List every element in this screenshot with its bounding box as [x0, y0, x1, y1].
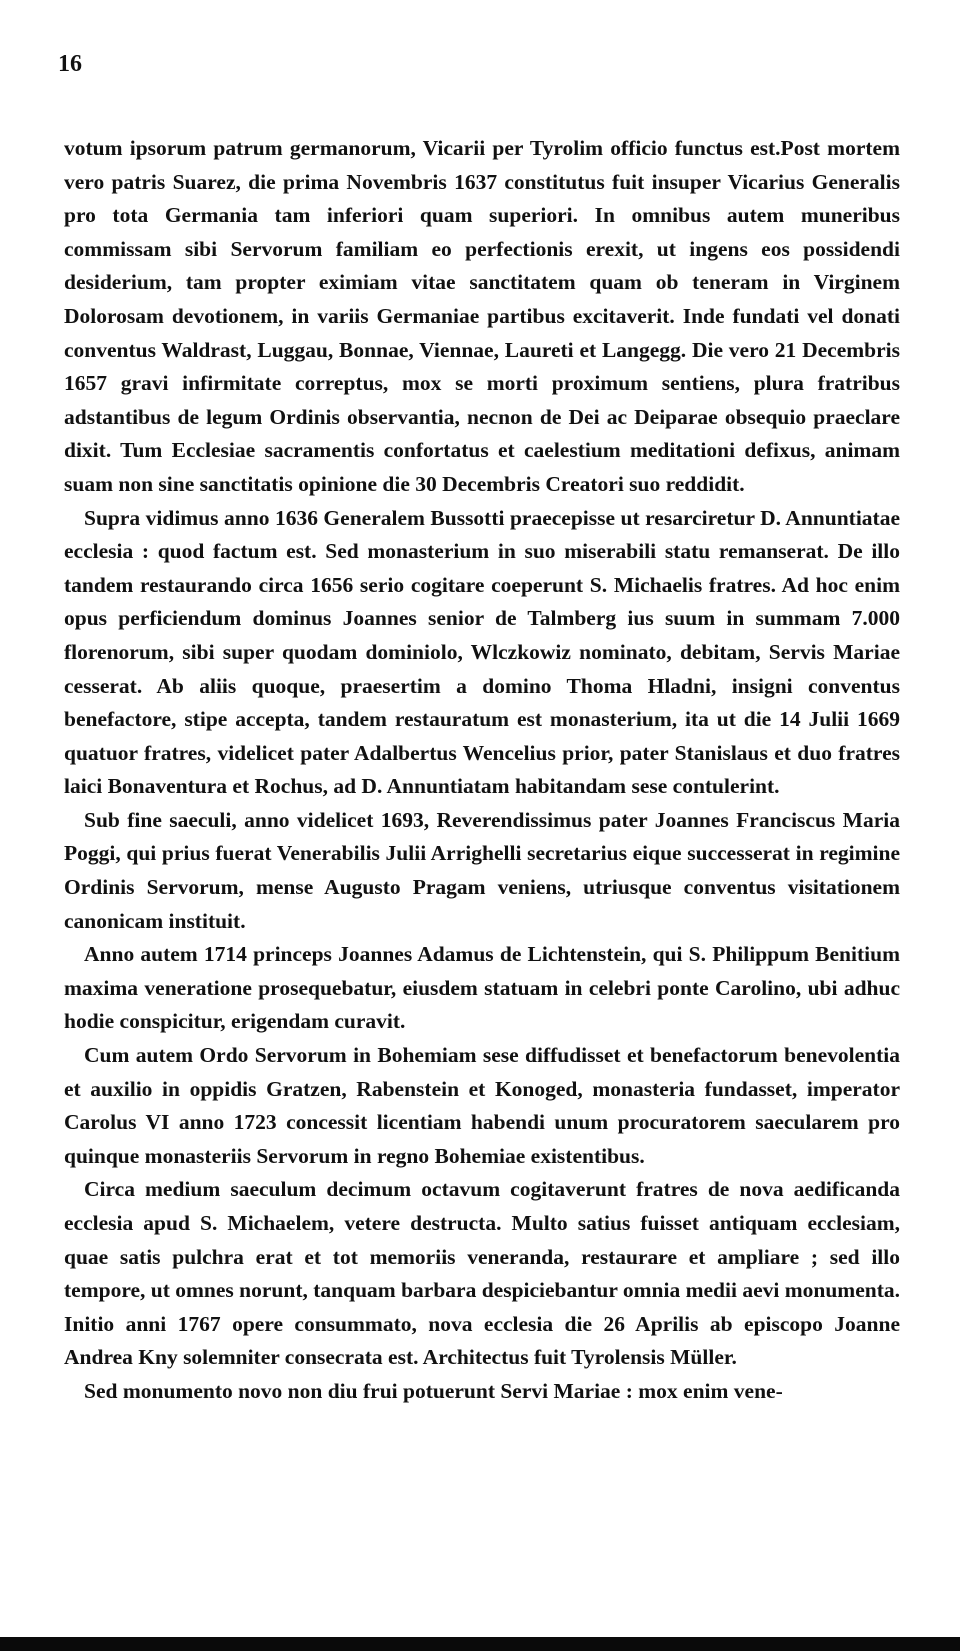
paragraph-4: Anno autem 1714 princeps Joannes Adamus de Lichtenstein, qui S. Philippum Benitium maxima veneratione prosequebatur, eiusdem statuam in celebri ponte Carolino, ubi adhuc hodie conspicitur, erigendam curavit. — [64, 942, 900, 1034]
paragraph-5: Cum autem Ordo Servorum in Bohemiam sese diffudisset et benefactorum benevolentia et auxilio in oppidis Gratzen, Rabenstein et Konoged, monasteria fundasset, imperator Carolus VI anno 1723 concessit licentiam habendi unum procuratorem saecularem pro quinque monasteriis Servorum in regno Bohemiae existentibus. — [64, 1043, 900, 1168]
scan-bottom-edge — [0, 1637, 960, 1651]
page-number: 16 — [58, 51, 82, 77]
paragraph-2: Supra vidimus anno 1636 Generalem Bussotti praecepisse ut resarciretur D. Annuntiatae ecclesia : quod factum est. Sed monasterium in suo miserabili statu remanserat. De illo tandem restaurando circa 1656 serio cogitare coeperunt S. Michaelis fratres. Ad hoc enim opus perficiendum dominus Joannes senior de Talmberg ius suum in summam 7.000 florenorum, sibi super quodam dominiolo, Wlczkowiz nominato, debitam, Servis Mariae cesserat. Ab aliis quoque, praesertim a domino Thoma Hladni, insigni conventus benefactore, stipe accepta, tandem restauratum est monasterium, ita ut die 14 Julii 1669 quatuor fratres, videlicet pater Adalbertus Wencelius prior, pater Stanislaus et duo fratres laici Bonaventura et Rochus, ad D. Annuntiatam habitandam sese contulerint. — [64, 505, 900, 799]
paragraph-1: votum ipsorum patrum germanorum, Vicarii per Tyrolim officio functus est.Post mortem vero patris Suarez, die prima Novembris 1637 constitutus fuit insuper Vicarius Generalis pro tota Germania tam inferiori quam superiori. In omnibus autem muneribus commissam sibi Servorum familiam eo perfectionis erexit, ut ingens eos possidendi desiderium, tam propter eximiam vitae sanctitatem quam ob teneram in Virginem Dolorosam devotionem, in variis Germaniae partibus excitaverit. Inde fundati vel donati conventus Waldrast, Luggau, Bonnae, Viennae, Laureti et Langegg. Die vero 21 Decembris 1657 gravi infirmitate correptus, mox se morti proximum sentiens, plura fratribus adstantibus de legum Ordinis observantia, necnon de Dei ac Deiparae obsequio praeclare dixit. Tum Ecclesiae sacramentis confortatus et caelestium meditationi defixus, animam suam non sine sanctitatis opinione die 30 Decembris Creatori suo reddidit. — [64, 136, 900, 496]
body-text — [64, 132, 900, 1409]
paragraph-3: Sub fine saeculi, anno videlicet 1693, Reverendissimus pater Joannes Franciscus Maria Poggi, qui prius fuerat Venerabilis Julii Arrighelli secretarius eique successerat in regimine Ordinis Servorum, mense Augusto Pragam veniens, utriusque conventus visitationem canonicam instituit. — [64, 807, 900, 933]
paragraph-6: Circa medium saeculum decimum octavum cogitaverunt fratres de nova aedificanda ecclesia apud S. Michaelem, vetere destructa. Multo satius fuisset antiquam ecclesiam, quae satis pulchra erat et tot memoriis veneranda, restaurare et ampliare ; sed illo tempore, ut omnes norunt, tanquam barbara despiciebantur omnia medii aevi monumenta. Initio anni 1767 opere consummato, nova ecclesia die 26 Aprilis ab episcopo Joanne Andrea Kny solemniter consecrata est. Architectus fuit Tyrolensis Müller. — [64, 1177, 900, 1370]
paragraph-7: Sed monumento novo non diu frui potuerunt Servi Mariae : mox enim vene- — [84, 1378, 783, 1403]
